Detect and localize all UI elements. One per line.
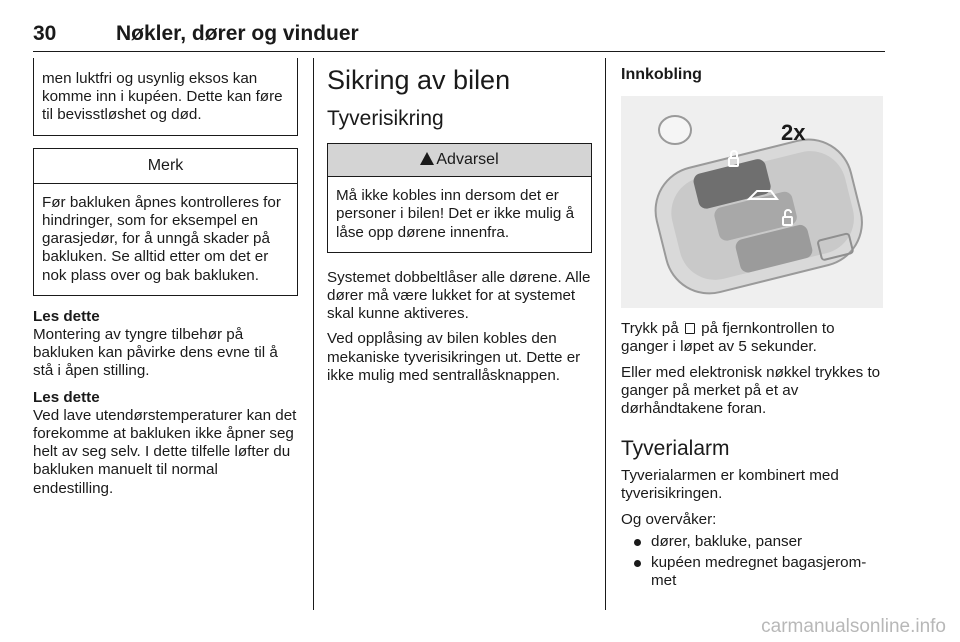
paragraph-electronic-key: Eller med elektronisk nøkkel trykkes to ganger på merket på et av dørhåndtakene foran. bbox=[621, 363, 881, 418]
column-3 bbox=[621, 66, 886, 593]
column-1 bbox=[33, 58, 298, 498]
lock-icon bbox=[685, 323, 695, 334]
header-rule bbox=[33, 51, 885, 52]
warning-box bbox=[327, 143, 592, 253]
page-number: 30 bbox=[33, 22, 57, 45]
note-text: Før bakluken åpnes kontrolleres for hindringer, som for eksempel en garasjedør, for å unngå skader på bakluken. Se alltid etter om det er nok plass over og bak bakluken. bbox=[42, 193, 281, 284]
paragraph-unlock: Ved opplåsing av bilen kobles den mekaniske tyverisikringen ut. Dette er ikke mulig med sentrallåsknappen. bbox=[327, 330, 581, 384]
monitored-list bbox=[621, 533, 886, 591]
column-2 bbox=[327, 64, 592, 385]
caution-2 bbox=[33, 389, 298, 498]
activation-heading: Innkobling bbox=[621, 66, 702, 83]
remote-key-image bbox=[621, 96, 883, 308]
monitors-label: Og overvåker: bbox=[621, 510, 717, 528]
subsection-heading: Tyverisikring bbox=[327, 107, 444, 130]
caution-1-label: Les dette bbox=[33, 307, 100, 325]
list-item: kupéen medregnet bagasjerom-met bbox=[621, 554, 886, 590]
warning-title: Advarsel bbox=[436, 151, 499, 168]
column-divider-1 bbox=[313, 58, 314, 610]
caution-1-text: Montering av tyngre tilbehør på bakluken kan påvirke dens evne til å stå i åpen stilling. bbox=[33, 326, 278, 380]
double-press-label: 2x bbox=[781, 120, 806, 146]
note-title: Merk bbox=[34, 149, 297, 184]
section-heading: Sikring av bilen bbox=[327, 65, 511, 95]
paragraph-double-lock: Systemet dobbeltlåser alle dørene. Alle dører må være lukket for at systemet skal kunne aktiveres. bbox=[327, 268, 591, 323]
note-box bbox=[33, 148, 298, 296]
column-divider-2 bbox=[605, 58, 606, 610]
caution-2-text: Ved lave utendørstemperaturer kan det forekomme at bakluken ikke åpner seg helt av seg selv. I dette tilfelle løfter du bakluken manuelt til normal endestilling. bbox=[33, 406, 297, 497]
caution-2-label: Les dette bbox=[33, 388, 100, 406]
watermark: carmanualsonline.info bbox=[761, 616, 946, 637]
alarm-heading: Tyverialarm bbox=[621, 437, 730, 461]
warning-triangle-icon bbox=[420, 152, 434, 165]
paragraph-press-twice: Trykk på på fjernkontrollen to ganger i løpet av 5 sekunder. bbox=[621, 320, 835, 356]
caution-1 bbox=[33, 308, 298, 381]
danger-box-continued bbox=[33, 58, 298, 136]
warning-header bbox=[328, 144, 591, 177]
warning-text: Må ikke kobles inn dersom det er personer i bilen! Det er ikke mulig å låse opp dørene innenfra. bbox=[336, 187, 575, 241]
danger-text: men luktfri og usynlig eksos kan komme inn i kupéen. Dette kan føre til bevisstløshet og død. bbox=[42, 70, 283, 124]
list-item: dører, bakluke, panser bbox=[621, 533, 886, 551]
alarm-text: Tyverialarmen er kombinert med tyverisikringen. bbox=[621, 467, 839, 503]
chapter-title: Nøkler, dører og vinduer bbox=[116, 22, 359, 45]
